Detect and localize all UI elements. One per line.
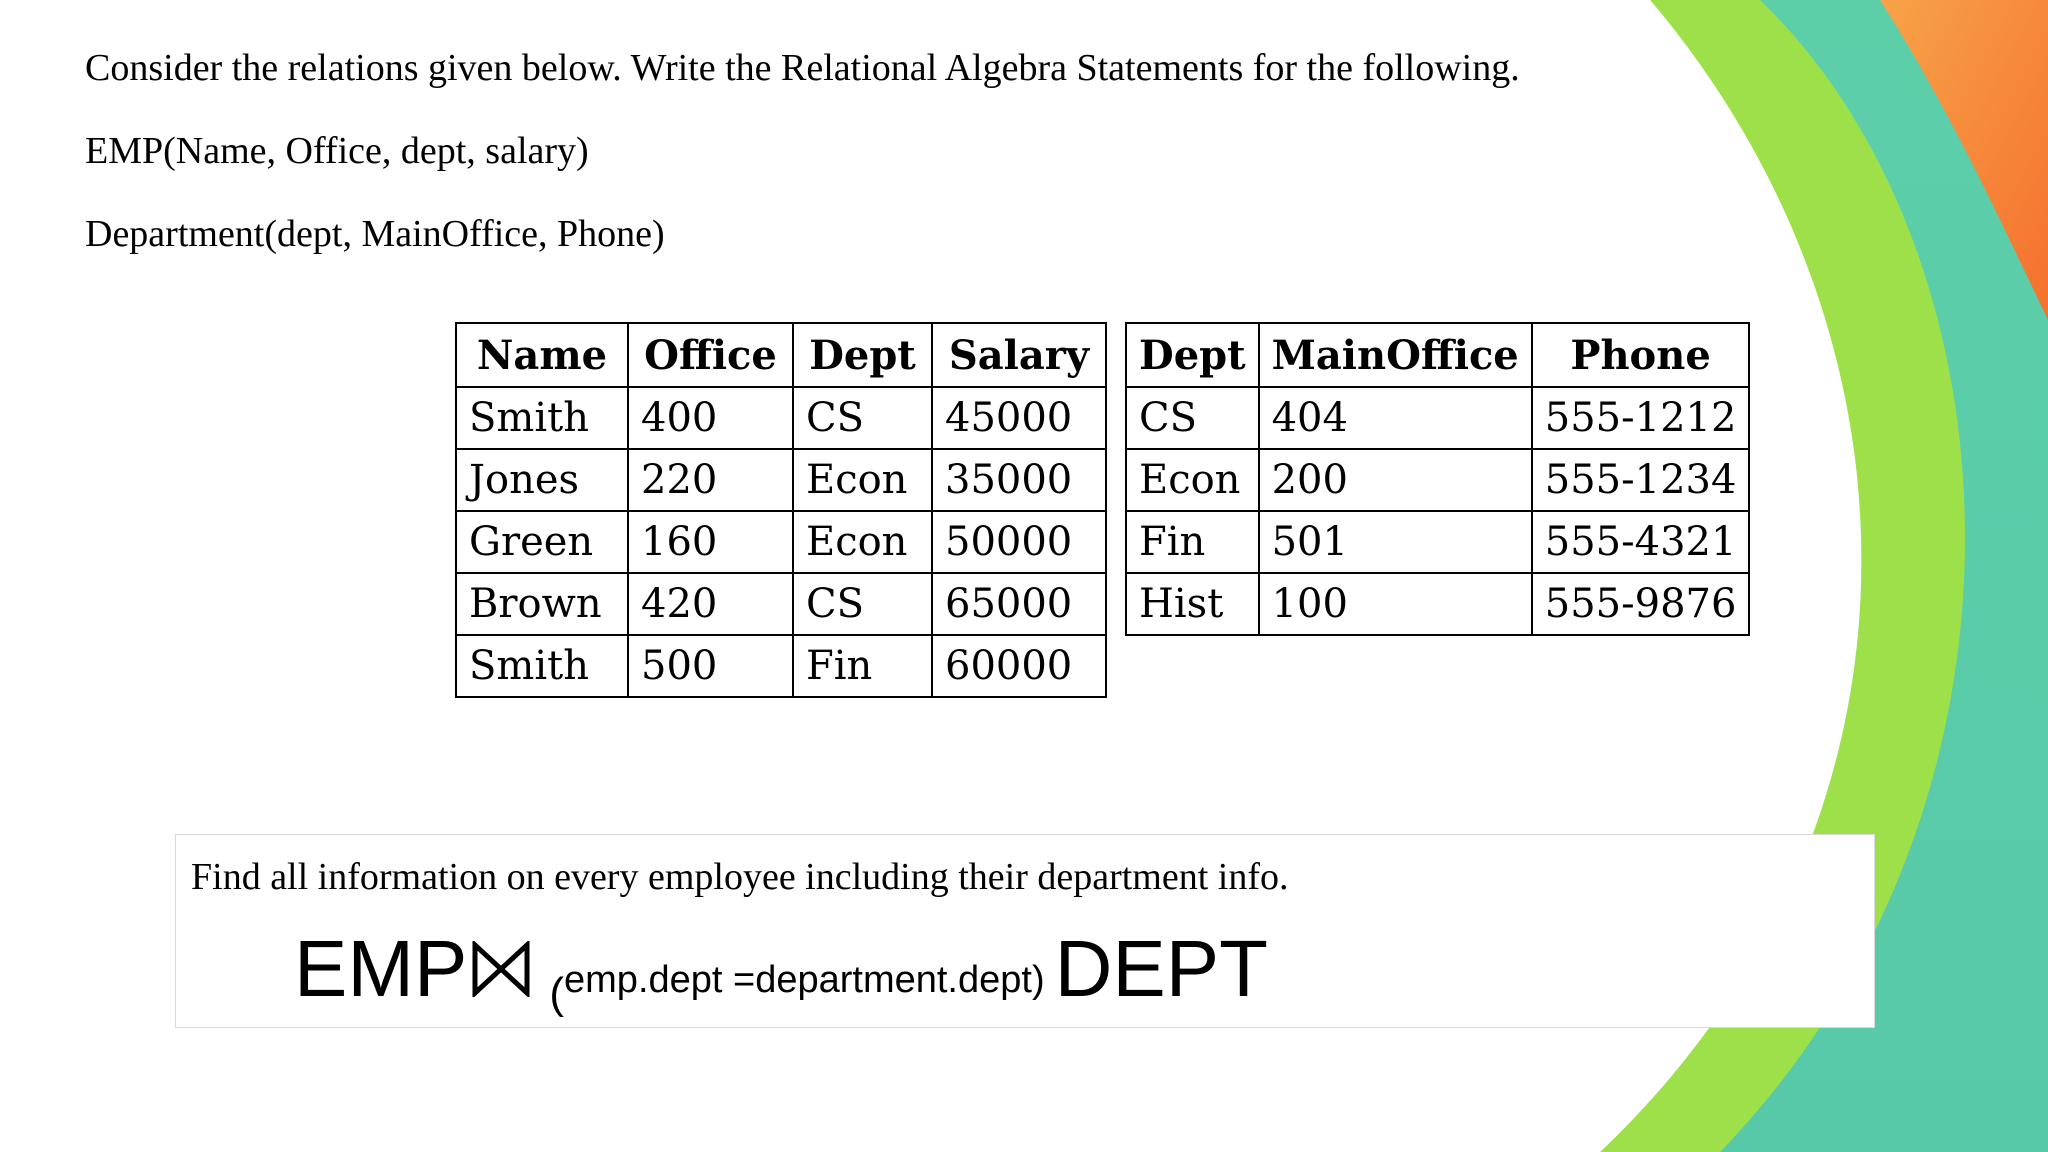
natural-join-icon xyxy=(471,941,531,997)
department-table xyxy=(1125,322,1750,636)
dept-cell: CS xyxy=(1126,387,1259,449)
condition-open-paren: ( xyxy=(549,969,565,1018)
emp-cell: Econ xyxy=(793,449,932,511)
emp-row xyxy=(456,573,1106,635)
emp-row xyxy=(456,635,1106,697)
emp-cell: CS xyxy=(793,573,932,635)
emp-cell: 60000 xyxy=(932,635,1106,697)
dept-header-mainoffice: MainOffice xyxy=(1259,323,1532,387)
emp-cell: Econ xyxy=(793,511,932,573)
emp-cell: Smith xyxy=(456,387,628,449)
emp-cell: 45000 xyxy=(932,387,1106,449)
relational-algebra-expression xyxy=(294,919,1268,1019)
emp-cell: Smith xyxy=(456,635,628,697)
emp-row xyxy=(456,449,1106,511)
emp-header-office: Office xyxy=(628,323,793,387)
dept-row xyxy=(1126,387,1749,449)
dept-header-dept: Dept xyxy=(1126,323,1259,387)
query-box xyxy=(175,834,1875,1028)
emp-cell: 35000 xyxy=(932,449,1106,511)
dept-row xyxy=(1126,511,1749,573)
emp-table xyxy=(455,322,1107,698)
dept-header-row xyxy=(1126,323,1749,387)
dept-cell: 555-1212 xyxy=(1532,387,1750,449)
left-relation: EMP xyxy=(294,924,468,1013)
emp-cell: CS xyxy=(793,387,932,449)
dept-cell: Econ xyxy=(1126,449,1259,511)
dept-cell: 555-4321 xyxy=(1532,511,1750,573)
dept-cell: 100 xyxy=(1259,573,1532,635)
dept-cell: 555-9876 xyxy=(1532,573,1750,635)
emp-header-salary: Salary xyxy=(932,323,1106,387)
dept-cell: 555-1234 xyxy=(1532,449,1750,511)
emp-row xyxy=(456,387,1106,449)
emp-row xyxy=(456,511,1106,573)
emp-cell: 400 xyxy=(628,387,793,449)
emp-cell: 65000 xyxy=(932,573,1106,635)
intro-line-1: Consider the relations given below. Write the Relational Algebra Statements for the following. xyxy=(85,47,1520,89)
emp-cell: Green xyxy=(456,511,628,573)
emp-header-dept: Dept xyxy=(793,323,932,387)
dept-cell: Fin xyxy=(1126,511,1259,573)
emp-cell: 220 xyxy=(628,449,793,511)
dept-cell: Hist xyxy=(1126,573,1259,635)
dept-header-phone: Phone xyxy=(1532,323,1750,387)
emp-cell: 160 xyxy=(628,511,793,573)
emp-header-name: Name xyxy=(456,323,628,387)
intro-line-3: Department(dept, MainOffice, Phone) xyxy=(85,213,665,255)
question-text: Find all information on every employee including their department info. xyxy=(191,856,1289,898)
right-relation: DEPT xyxy=(1054,924,1268,1013)
intro-line-2: EMP(Name, Office, dept, salary) xyxy=(85,130,589,172)
emp-cell: 500 xyxy=(628,635,793,697)
emp-cell: Jones xyxy=(456,449,628,511)
dept-cell: 501 xyxy=(1259,511,1532,573)
emp-cell: Fin xyxy=(793,635,932,697)
dept-row xyxy=(1126,573,1749,635)
emp-cell: 420 xyxy=(628,573,793,635)
emp-cell: Brown xyxy=(456,573,628,635)
dept-row xyxy=(1126,449,1749,511)
dept-cell: 404 xyxy=(1259,387,1532,449)
emp-header-row xyxy=(456,323,1106,387)
dept-cell: 200 xyxy=(1259,449,1532,511)
join-condition: emp.dept =department.dept) xyxy=(564,959,1045,1001)
emp-cell: 50000 xyxy=(932,511,1106,573)
